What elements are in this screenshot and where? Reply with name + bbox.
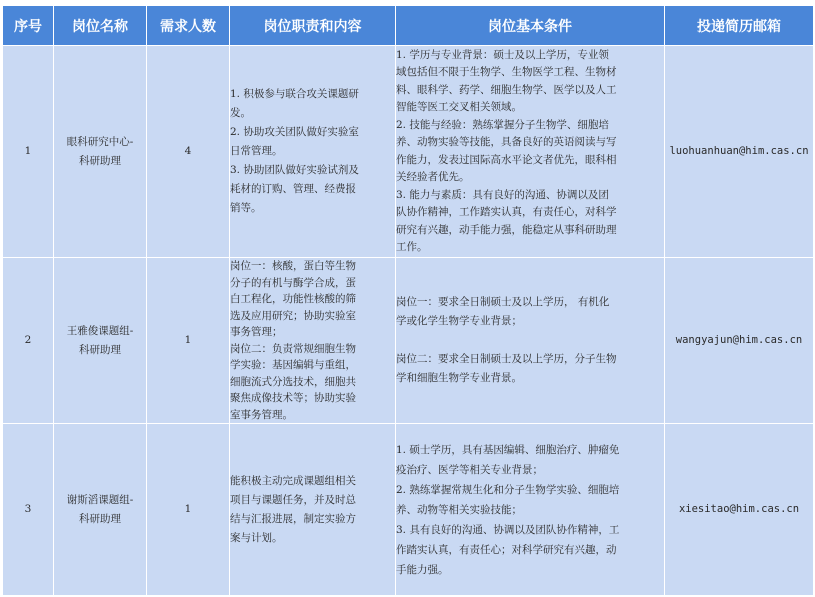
duties-line: 能积极主动完成课题组相关	[230, 474, 356, 487]
requirements-line: 料、眼科学、药学、细胞生物学、医学以及人工	[396, 83, 617, 96]
table-row	[3, 46, 814, 258]
header-position: 岗位名称	[54, 6, 147, 46]
requirements-line: 1. 硕士学历，具有基因编辑、细胞治疗、肿瘤免	[396, 443, 620, 456]
row-position	[54, 258, 147, 424]
duties-line: 分子的有机与酶学合成，蛋	[230, 276, 356, 289]
requirements-line: 域包括但不限于生物学、生物医学工程、生物材	[396, 66, 617, 78]
duties-line: 3. 协助团队做好实验试剂及	[230, 164, 359, 176]
row-duties	[230, 46, 396, 258]
requirements-line: 学或化学生物学专业背景；	[396, 315, 522, 327]
row-email: wangyajun@him.cas.cn	[665, 258, 814, 424]
row-requirements	[396, 258, 665, 424]
table-row	[3, 424, 814, 596]
header-email: 投递简历邮箱	[665, 6, 814, 46]
row-index: 2	[3, 258, 54, 424]
duties-line: 结与汇报进展，制定实验方	[230, 512, 356, 525]
duties-line: 岗位二：负责常规细胞生物	[230, 342, 356, 355]
requirements-line: 关经验者优先。	[396, 171, 470, 183]
row-headcount: 1	[147, 424, 230, 596]
row-headcount: 4	[147, 46, 230, 258]
position-line: 科研助理	[79, 343, 121, 356]
row-requirements	[396, 46, 665, 258]
position-line: 谢斯滔课题组-	[66, 493, 134, 506]
duties-line: 2. 协助攻关团队做好实验室	[230, 126, 359, 138]
duties-line: 1. 积极参与联合攻关课题研	[230, 88, 359, 100]
row-email: luohuanhuan@him.cas.cn	[665, 46, 814, 258]
position-line: 王雅俊课题组-	[66, 324, 134, 337]
duties-line: 案与计划。	[230, 531, 283, 544]
duties-line: 白工程化，功能性核酸的筛	[230, 293, 356, 305]
header-requirements: 岗位基本条件	[396, 6, 665, 46]
row-index: 3	[3, 424, 54, 596]
row-position	[54, 424, 147, 596]
position-line: 科研助理	[79, 512, 121, 525]
duties-line: 发。	[230, 107, 251, 119]
row-headcount: 1	[147, 258, 230, 424]
requirements-line: 工作。	[396, 241, 428, 253]
requirements-line: 手能力强。	[396, 563, 449, 576]
duties-line: 选及应用研究；协助实验室	[230, 309, 356, 322]
duties-line: 耗材的订购、管理、经费报	[230, 183, 356, 195]
duties-line: 岗位一：核酸，蛋白等生物	[230, 260, 356, 272]
requirements-line: 养、动物等相关实验技能；	[396, 503, 522, 516]
row-duties	[230, 424, 396, 596]
requirements-line: 养、动物实验等技能，具备良好的英语阅读与写	[396, 136, 617, 148]
row-index: 1	[3, 46, 54, 258]
requirements-line: 队协作精神，工作踏实认真，有责任心，对科学	[396, 206, 617, 218]
requirements-line: 岗位一：要求全日制硕士及以上学历， 有机化	[396, 296, 610, 308]
position-line: 科研助理	[79, 154, 121, 167]
duties-line: 室事务管理。	[230, 408, 293, 421]
duties-line: 日常管理。	[230, 145, 283, 157]
requirements-line: 3. 能力与素质：具有良好的沟通、协调以及团	[396, 188, 609, 201]
requirements-line: 智能等医工交叉相关领域。	[396, 101, 522, 113]
duties-line: 事务管理；	[230, 326, 283, 338]
row-email: xiesitao@him.cas.cn	[665, 424, 814, 596]
job-table	[2, 5, 814, 596]
requirements-line: 3. 具有良好的沟通、协调以及团队协作精神，工	[396, 523, 620, 536]
duties-line: 学实验：基因编辑与重组，	[230, 359, 356, 371]
duties-line: 聚焦成像技术等；协助实验	[230, 392, 356, 404]
row-duties	[230, 258, 396, 424]
header-index: 序号	[3, 6, 54, 46]
header-headcount: 需求人数	[147, 6, 230, 46]
requirements-gap	[396, 331, 664, 350]
requirements-line: 疫治疗、医学等相关专业背景；	[396, 463, 543, 476]
requirements-line: 2. 熟练掌握常规生化和分子生物学实验、细胞培	[396, 483, 620, 496]
duties-line: 销等。	[230, 202, 262, 214]
requirements-line: 作踏实认真，有责任心；对科学研究有兴趣，动	[396, 543, 617, 556]
header-duties: 岗位职责和内容	[230, 6, 396, 46]
row-requirements	[396, 424, 665, 596]
duties-line: 项目与课题任务，并及时总	[230, 493, 356, 506]
requirements-line: 学和细胞生物学专业背景。	[396, 372, 522, 384]
requirements-line: 作能力，发表过国际高水平论文者优先，眼科相	[396, 153, 617, 166]
row-position	[54, 46, 147, 258]
table-row	[3, 258, 814, 424]
duties-line: 细胞流式分选技术，细胞共	[230, 375, 356, 388]
requirements-line: 研究有兴趣，动手能力强，能稳定从事科研助理	[396, 223, 617, 236]
requirements-line: 1. 学历与专业背景：硕士及以上学历，专业领	[396, 48, 609, 61]
requirements-line: 岗位二：要求全日制硕士及以上学历，分子生物	[396, 353, 617, 365]
requirements-line: 2. 技能与经验：熟练掌握分子生物学、细胞培	[396, 118, 609, 131]
table-header-row	[3, 6, 814, 46]
position-line: 眼科研究中心-	[66, 135, 134, 148]
